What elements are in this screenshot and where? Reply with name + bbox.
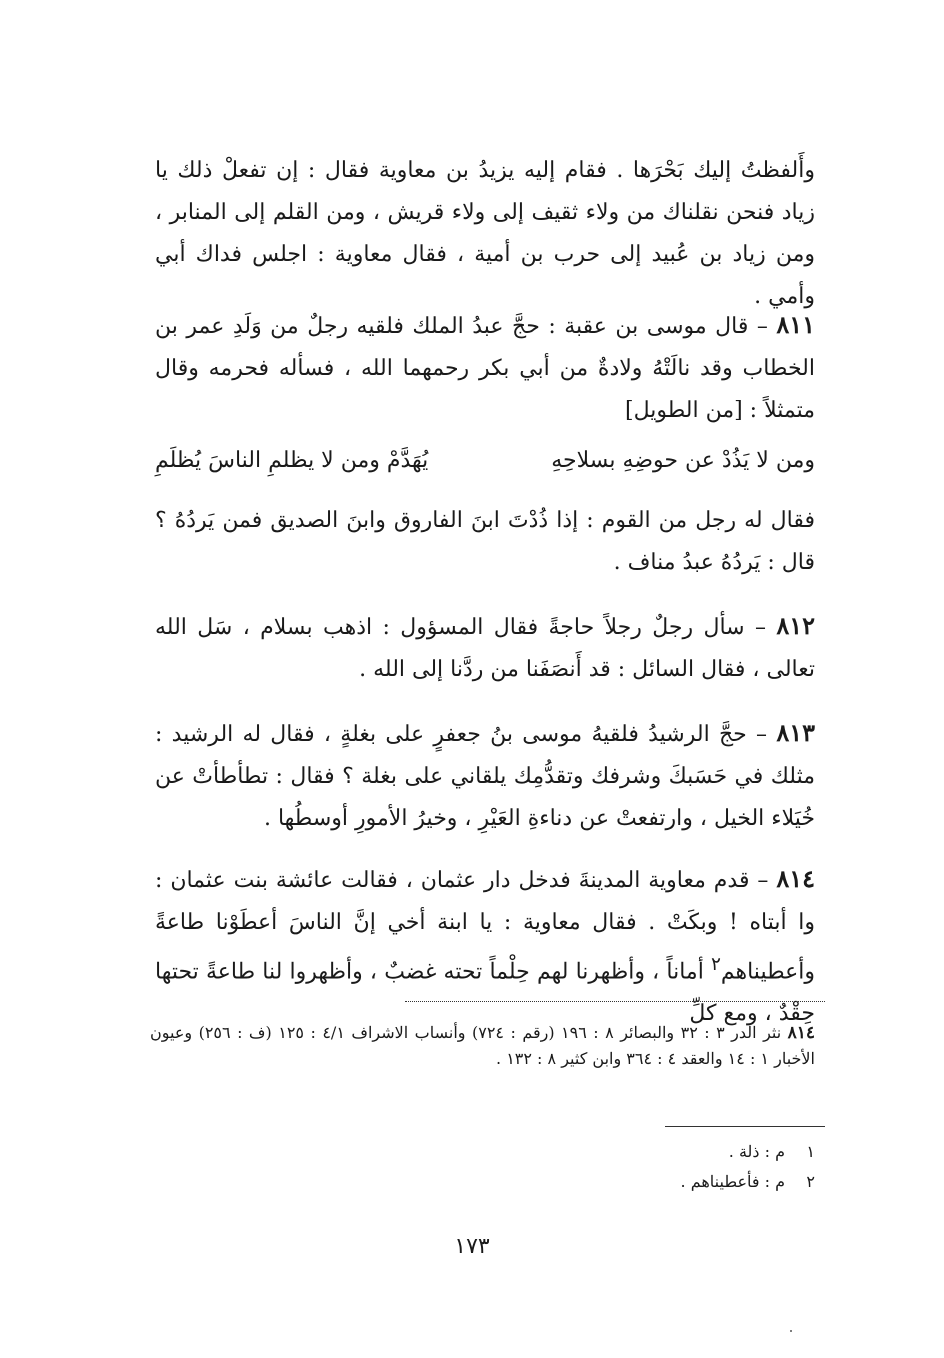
paragraph-text: فقال له رجل من القوم : إذا ذُدْتَ ابنَ الفاروق وابنَ الصديق فمن يَردُهُ ؟ قال : يَردُهُ عبدُ مناف . xyxy=(155,508,815,575)
source-note xyxy=(150,1020,815,1072)
paragraph-811 xyxy=(155,304,815,432)
paragraph-813 xyxy=(155,712,815,840)
paragraph-text: – حجَّ الرشيدُ فلقيهُ موسى بنُ جعفرٍ على بغلةٍ ، فقال له الرشيد : مثلك في حَسَبكَ وشرفك وتقدُّمِك يلقاني على بغلة ؟ فقال : تطأطأتْ عن خُيَلاء الخيل ، وارتفعتْ عن دناءةِ العَيْرِ ، وخيرُ الأمورِ أوسطُها . xyxy=(155,722,815,831)
paragraph-text: – سأل رجلٌ رجلاً حاجةً فقال المسؤول : اذهب بسلام ، سَل الله تعالى ، فقال السائل : قد أَنصَفَنا من ردَّنا إلى الله . xyxy=(155,615,815,682)
paragraph-812 xyxy=(155,605,815,691)
paragraph-811-continued xyxy=(155,500,815,584)
paragraph-text: – قال موسى بن عقبة : حجَّ عبدُ الملك فلقيه رجلٌ من وَلَدِ عمر بن الخطاب وقد نالَتْهُ ولادةٌ من أبي بكر رحمهما الله ، فسأله فحرمه وقال متمثلاً : [من الطويل] xyxy=(155,314,815,423)
paragraph-814 xyxy=(155,858,815,1035)
paragraph-number: ٨١٢ xyxy=(776,611,815,640)
footnote-text: م : ذلة . xyxy=(728,1142,785,1161)
footnote-marker: ٢ xyxy=(711,954,721,975)
footnote-number: ١ xyxy=(806,1142,815,1161)
paragraph-intro xyxy=(155,150,815,318)
page-number: ١٧٣ xyxy=(454,1234,490,1259)
verse-first-hemistich: ومن لا يَذُدْ عن حوضِهِ بسلاحِهِ xyxy=(551,448,815,473)
footnote xyxy=(450,1140,815,1164)
paragraph-number: ٨١٣ xyxy=(776,718,815,747)
footnote-divider xyxy=(665,1126,825,1127)
poem-verse xyxy=(155,440,815,482)
scan-speck xyxy=(790,1330,792,1332)
verse-second-hemistich: يُهَدَّمْ ومن لا يظلمِ الناسَ يُظلَمِ xyxy=(155,448,429,473)
footnote xyxy=(450,1170,815,1194)
paragraph-text: وأَلفظتُ إليك بَحْرَها . فقام إليه يزيدُ بن معاوية فقال : إن تفعلْ ذلك يا زياد فنحن نقلناك من ولاء ثقيف إلى ولاء قريش ، ومن القلم إلى المنابر ، ومن زياد بن عُبيد إلى حرب بن أمية ، فقال معاوية : اجلس فداك أبي وأمي . xyxy=(155,158,815,309)
source-divider xyxy=(405,1001,825,1002)
paragraph-number: ٨١١ xyxy=(776,310,815,339)
paragraph-text: أماناً ، وأظهرنا لهم حِلْماً تحته غضبٌ ، وأظهروا لنا طاعةً تحتها حِقْدٌ ، ومع كلِّ xyxy=(155,959,815,1027)
paragraph-text: – قدم معاوية المدينةَ فدخل دار عثمان ، فقالت عائشة بنت عثمان : وا أبتاه ! وبكَتْ . فقال معاوية : يا ابنة أخي إنَّ الناسَ أعطَوْنا طاعةً وأعطيناهم xyxy=(155,868,815,985)
source-note-text: نثر الدر ٣ : ٣٢ والبصائر ٨ : ١٩٦ (رقم : ٧٢٤) وأنساب الاشراف ٤/١ : ١٢٥ (ف : ٢٥٦) وعيون الأخبار ١ : ١٤ والعقد ٤ : ٣٦٤ وابن كثير ٨ : ١٣٢ . xyxy=(150,1023,815,1068)
footnote-number: ٢ xyxy=(806,1172,815,1191)
paragraph-number: ٨١٤ xyxy=(776,864,815,893)
source-note-number: ٨١٤ xyxy=(787,1023,816,1043)
footnote-text: م : فأعطيناهم . xyxy=(680,1172,785,1191)
